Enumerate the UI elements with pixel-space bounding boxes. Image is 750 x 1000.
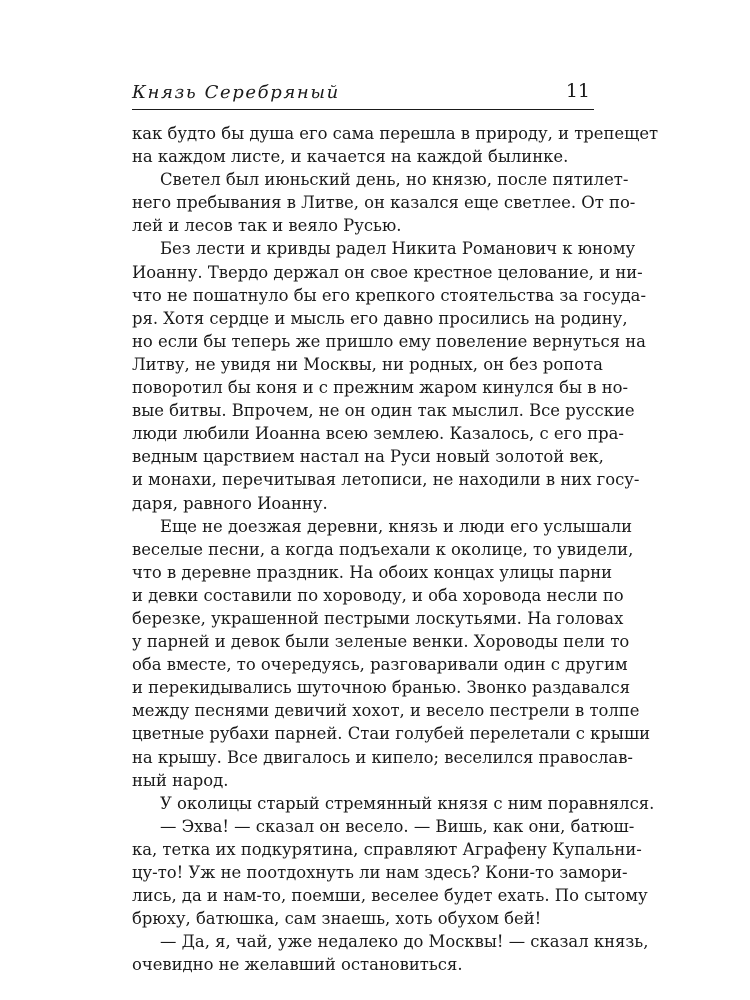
text-line: люди любили Иоанна всею землею. Казалось, с его пра- <box>132 424 624 444</box>
text-line: очевидно не желавший остановиться. <box>132 955 463 975</box>
text-line: как будто бы душа его сама перешла в природу, и трепещет <box>132 124 659 143</box>
text-line: и монахи, перечитывая летописи, не находили в них госу- <box>132 470 640 490</box>
text-line: — Да, я, чай, уже недалеко до Москвы! — сказал князь, <box>160 932 649 952</box>
text-line: брюху, батюшка, сам знаешь, хоть обухом бей! <box>132 909 542 929</box>
text-line: на каждом листе, и качается на каждой былинке. <box>132 147 569 167</box>
text-line: — Эхва! — сказал он весело. — Вишь, как они, батюш- <box>160 816 635 836</box>
text-line: него пребывания в Литве, он казался еще светлее. От по- <box>132 193 636 213</box>
text-line: Иоанну. Твердо держал он свое крестное целование, и ни- <box>132 262 643 282</box>
text-line: поворотил бы коня и с прежним жаром кинулся бы в но- <box>132 378 629 398</box>
text-line: но если бы теперь же пришло ему повеление вернуться на <box>132 331 646 351</box>
text-line: лись, да и нам-то, поемши, веселее будет ехать. По сытому <box>132 886 648 906</box>
text-line: у парней и девок были зеленые венки. Хороводы пели то <box>132 632 630 652</box>
text-line: цветные рубахи парней. Стаи голубей перелетали с крыши <box>132 724 651 744</box>
text-line: даря, равного Иоанну. <box>132 493 328 513</box>
text-line: вые битвы. Впрочем, не он один так мыслил. Все русские <box>132 401 635 421</box>
text-line: что в деревне праздник. На обоих концах улицы парни <box>132 562 613 582</box>
text-line: цу-то! Уж не поотдохнуть ли нам здесь? Кони-то замори- <box>132 863 628 882</box>
text-line: лей и лесов так и веяло Русью. <box>132 216 402 236</box>
text-line: Светел был июньский день, но князю, после пятилет- <box>160 170 629 190</box>
page-number: 11 <box>565 80 590 102</box>
running-title: Князь Серебряный <box>132 82 340 103</box>
text-line: ря. Хотя сердце и мысль его давно просились на родину, <box>132 308 628 328</box>
text-line: что не пошатнуло бы его крепкого стоятельства за госуда- <box>132 285 646 305</box>
text-line: ка, тетка их подкурятина, справляют Аграфену Купальни- <box>132 839 642 859</box>
text-line: и девки составили по хороводу, и оба хоровода несли по <box>132 585 624 605</box>
header-rule <box>132 109 594 110</box>
text-line: на крышу. Все двигалось и кипело; веселился православ- <box>132 747 633 767</box>
text-line: Еще не доезжая деревни, князь и люди его услышали <box>160 516 633 536</box>
text-line: ный народ. <box>132 770 229 790</box>
text-line: и перекидывались шуточною бранью. Звонко раздавался <box>132 678 631 698</box>
text-line: между песнями девичий хохот, и весело пестрели в толпе <box>132 701 640 721</box>
text-line: березке, украшенной пестрыми лоскутьями. На головах <box>132 608 624 628</box>
page-header <box>132 78 594 112</box>
body-text <box>132 122 659 976</box>
text-line: Без лести и кривды радел Никита Романович к юному <box>160 239 636 259</box>
text-line: Литву, не увидя ни Москвы, ни родных, он без ропота <box>132 354 603 374</box>
text-line: У околицы старый стремянный князя с ним поравнялся. <box>160 793 655 813</box>
text-line: оба вместе, то очередуясь, разговаривали один с другим <box>132 655 628 675</box>
text-line: веселые песни, а когда подъехали к околице, то увидели, <box>132 539 634 559</box>
text-line: ведным царствием настал на Руси новый золотой век, <box>132 447 604 467</box>
